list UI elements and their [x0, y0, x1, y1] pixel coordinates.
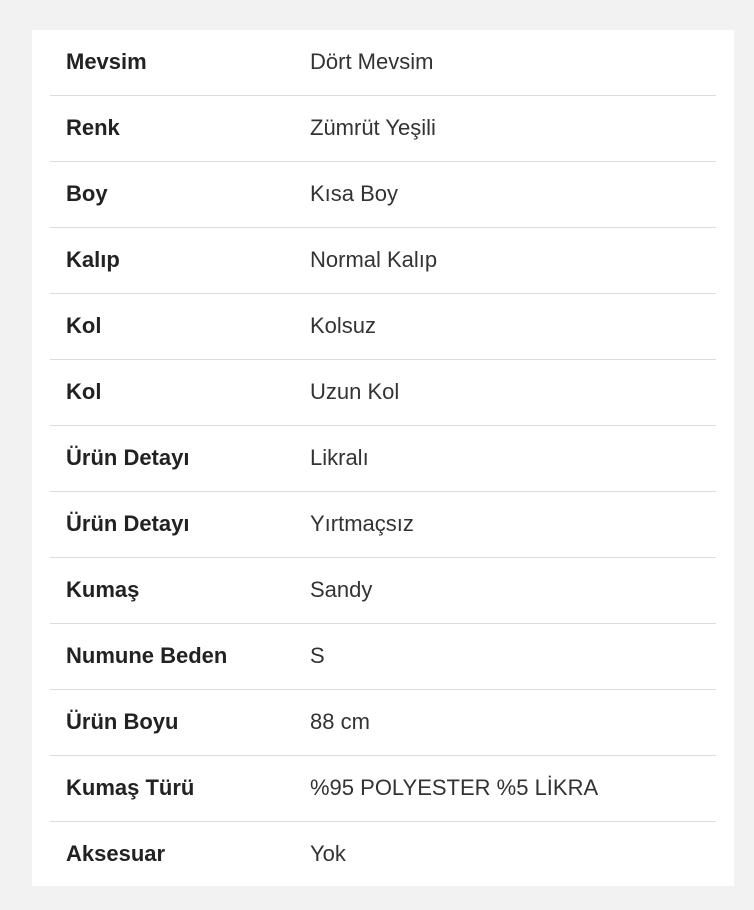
spec-key: Ürün Detayı — [66, 511, 190, 536]
spec-row — [50, 558, 716, 624]
spec-value: Likralı — [310, 445, 369, 470]
spec-row — [50, 294, 716, 360]
spec-row — [50, 162, 716, 228]
spec-value: %95 POLYESTER %5 LİKRA — [310, 775, 599, 800]
spec-row — [50, 492, 716, 558]
spec-key: Ürün Detayı — [66, 445, 190, 470]
spec-key: Ürün Boyu — [66, 709, 179, 734]
spec-value: Kolsuz — [310, 313, 377, 338]
spec-row — [50, 360, 716, 426]
spec-value: Normal Kalıp — [310, 247, 438, 272]
spec-value: Dört Mevsim — [310, 49, 434, 74]
spec-row — [50, 690, 716, 756]
spec-value: Yok — [310, 841, 346, 866]
product-specs-card — [32, 30, 734, 886]
spec-key: Numune Beden — [66, 643, 228, 668]
spec-key: Kalıp — [66, 247, 120, 272]
spec-value: Sandy — [310, 577, 373, 602]
spec-row — [50, 96, 716, 162]
spec-key: Aksesuar — [66, 841, 166, 866]
spec-row — [50, 822, 716, 887]
spec-row — [50, 426, 716, 492]
spec-value: S — [310, 643, 325, 668]
spec-key: Mevsim — [66, 49, 147, 74]
spec-row — [50, 756, 716, 822]
spec-row — [50, 228, 716, 294]
spec-value: Kısa Boy — [310, 181, 399, 206]
spec-value: 88 cm — [310, 709, 370, 734]
spec-table — [50, 30, 716, 887]
spec-value: Zümrüt Yeşili — [310, 115, 436, 140]
spec-key: Renk — [66, 115, 120, 140]
spec-key: Kol — [66, 313, 102, 338]
spec-key: Kol — [66, 379, 102, 404]
spec-key: Kumaş Türü — [66, 775, 195, 800]
spec-value: Uzun Kol — [310, 379, 400, 404]
spec-row — [50, 624, 716, 690]
spec-row — [50, 30, 716, 96]
spec-key: Boy — [66, 181, 108, 206]
spec-key: Kumaş — [66, 577, 140, 602]
spec-value: Yırtmaçsız — [310, 511, 414, 536]
